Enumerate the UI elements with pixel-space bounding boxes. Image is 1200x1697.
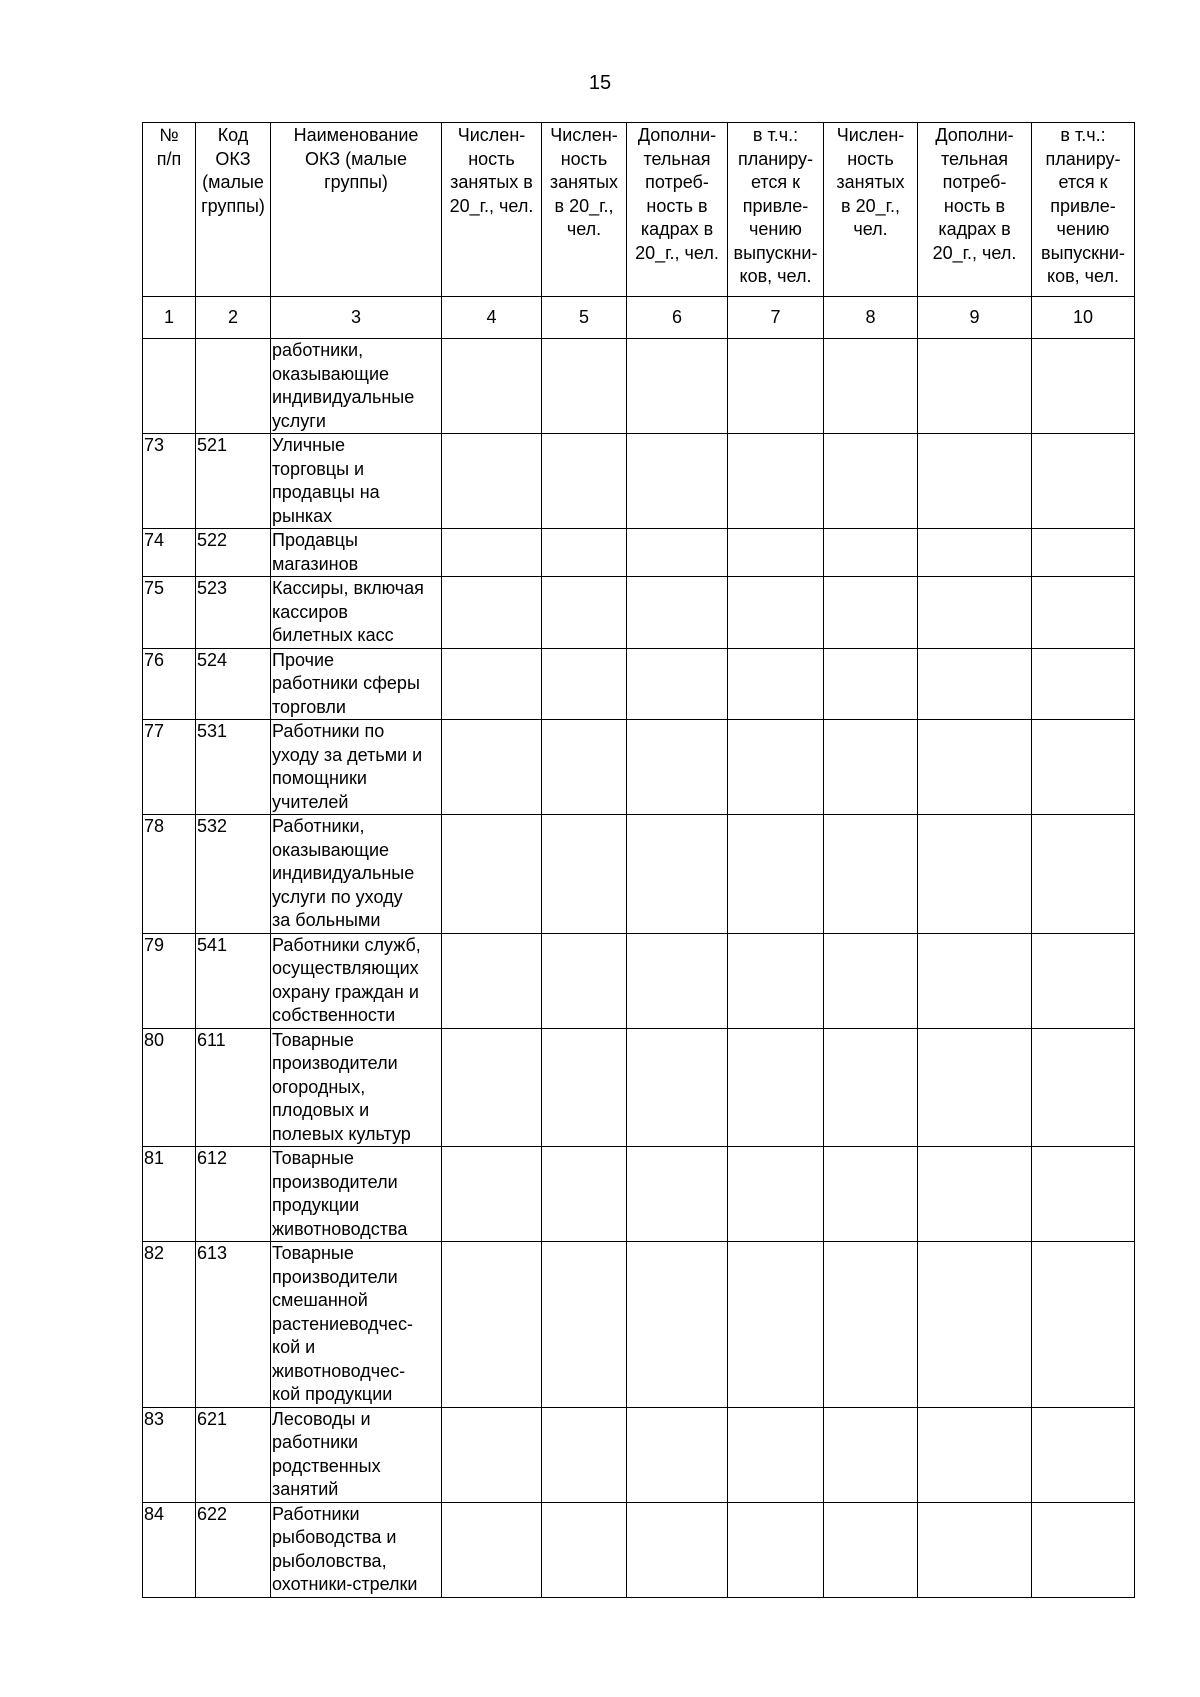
data-cell (627, 933, 728, 1028)
table-row (143, 720, 1135, 815)
column-number: 1 (143, 297, 196, 339)
column-number: 2 (196, 297, 271, 339)
row-number: 74 (143, 529, 196, 577)
header-row (143, 123, 1135, 297)
table-row (143, 1028, 1135, 1147)
data-cell (1032, 1028, 1135, 1147)
column-number: 4 (442, 297, 542, 339)
data-cell (542, 1502, 627, 1597)
data-cell (728, 434, 824, 529)
workforce-table (142, 122, 1135, 1598)
okz-name: Прочие работники сферы торговли (271, 648, 442, 720)
data-cell (918, 434, 1032, 529)
okz-name: Товарные производители смешанной растениеводчес- кой и животноводчес- кой продукции (271, 1242, 442, 1408)
data-cell (1032, 1242, 1135, 1408)
data-cell (442, 577, 542, 649)
data-cell (728, 1147, 824, 1242)
data-cell (918, 1028, 1032, 1147)
data-cell (918, 815, 1032, 934)
okz-code: 611 (196, 1028, 271, 1147)
data-cell (1032, 339, 1135, 434)
data-cell (824, 933, 918, 1028)
table-row (143, 933, 1135, 1028)
data-cell (627, 1147, 728, 1242)
header-cell: Числен- ность занятых в 20_г., чел. (542, 123, 627, 297)
data-cell (1032, 1407, 1135, 1502)
data-cell (1032, 815, 1135, 934)
data-cell (918, 529, 1032, 577)
data-cell (728, 339, 824, 434)
header-cell: Код ОКЗ (малые группы) (196, 123, 271, 297)
table-row (143, 434, 1135, 529)
okz-name: Работники, оказывающие индивидуальные услуги по уходу за больными (271, 815, 442, 934)
row-number: 76 (143, 648, 196, 720)
okz-code: 541 (196, 933, 271, 1028)
data-cell (728, 1242, 824, 1408)
data-cell (442, 720, 542, 815)
data-cell (542, 1147, 627, 1242)
column-number: 3 (271, 297, 442, 339)
data-cell (627, 1502, 728, 1597)
okz-name: Товарные производители огородных, плодовых и полевых культур (271, 1028, 442, 1147)
data-cell (918, 577, 1032, 649)
data-cell (442, 1242, 542, 1408)
table-row (143, 1147, 1135, 1242)
header-cell: Наименование ОКЗ (малые группы) (271, 123, 442, 297)
data-cell (1032, 529, 1135, 577)
header-cell: Дополни- тельная потреб- ность в кадрах в 20_г., чел. (627, 123, 728, 297)
column-number: 6 (627, 297, 728, 339)
data-cell (442, 339, 542, 434)
data-cell (824, 1242, 918, 1408)
data-cell (542, 434, 627, 529)
data-cell (1032, 648, 1135, 720)
table-row (143, 815, 1135, 934)
okz-name: Работники служб, осуществляющих охрану граждан и собственности (271, 933, 442, 1028)
data-cell (627, 1242, 728, 1408)
header-cell: в т.ч.: планиру- ется к привле- чению выпускни- ков, чел. (1032, 123, 1135, 297)
row-number: 73 (143, 434, 196, 529)
data-cell (1032, 1147, 1135, 1242)
data-cell (627, 815, 728, 934)
row-number: 77 (143, 720, 196, 815)
data-cell (728, 815, 824, 934)
row-number: 79 (143, 933, 196, 1028)
data-cell (728, 577, 824, 649)
row-number: 82 (143, 1242, 196, 1408)
data-cell (442, 1502, 542, 1597)
table-row (143, 529, 1135, 577)
okz-code: 524 (196, 648, 271, 720)
table-row (143, 648, 1135, 720)
data-cell (1032, 1502, 1135, 1597)
data-cell (918, 720, 1032, 815)
header-cell: Дополни- тельная потреб- ность в кадрах в 20_г., чел. (918, 123, 1032, 297)
okz-code: 522 (196, 529, 271, 577)
data-cell (728, 720, 824, 815)
data-cell (728, 648, 824, 720)
header-cell: Числен- ность занятых в 20_г., чел. (442, 123, 542, 297)
data-cell (1032, 720, 1135, 815)
data-cell (824, 648, 918, 720)
data-cell (918, 648, 1032, 720)
okz-name: Продавцы магазинов (271, 529, 442, 577)
data-cell (824, 1407, 918, 1502)
data-cell (728, 1028, 824, 1147)
row-number: 75 (143, 577, 196, 649)
table-row (143, 1502, 1135, 1597)
data-cell (442, 529, 542, 577)
data-cell (918, 1502, 1032, 1597)
data-cell (442, 933, 542, 1028)
data-cell (918, 339, 1032, 434)
data-cell (824, 339, 918, 434)
okz-name: Товарные производители продукции животноводства (271, 1147, 442, 1242)
data-cell (542, 577, 627, 649)
data-cell (542, 1028, 627, 1147)
column-number: 9 (918, 297, 1032, 339)
okz-code: 621 (196, 1407, 271, 1502)
okz-code: 613 (196, 1242, 271, 1408)
okz-code: 523 (196, 577, 271, 649)
data-cell (442, 815, 542, 934)
header-cell: в т.ч.: планиру- ется к привле- чению выпускни- ков, чел. (728, 123, 824, 297)
header-cell: № п/п (143, 123, 196, 297)
data-cell (918, 1147, 1032, 1242)
okz-name: Работники по уходу за детьми и помощники учителей (271, 720, 442, 815)
data-cell (824, 720, 918, 815)
table-row (143, 1407, 1135, 1502)
row-number: 83 (143, 1407, 196, 1502)
okz-name: Работники рыбоводства и рыболовства, охотники-стрелки (271, 1502, 442, 1597)
okz-code: 532 (196, 815, 271, 934)
row-number: 84 (143, 1502, 196, 1597)
data-cell (442, 1147, 542, 1242)
data-cell (542, 720, 627, 815)
data-cell (542, 648, 627, 720)
data-cell (824, 577, 918, 649)
data-cell (1032, 933, 1135, 1028)
data-cell (728, 933, 824, 1028)
header-cell: Числен- ность занятых в 20_г., чел. (824, 123, 918, 297)
data-cell (542, 339, 627, 434)
data-cell (442, 434, 542, 529)
okz-name: Лесоводы и работники родственных занятий (271, 1407, 442, 1502)
column-number: 10 (1032, 297, 1135, 339)
row-number (143, 339, 196, 434)
data-cell (627, 648, 728, 720)
okz-name: Уличные торговцы и продавцы на рынках (271, 434, 442, 529)
data-cell (627, 339, 728, 434)
data-cell (627, 577, 728, 649)
data-cell (442, 1028, 542, 1147)
data-cell (824, 1028, 918, 1147)
okz-code: 622 (196, 1502, 271, 1597)
page-number: 15 (588, 72, 612, 94)
data-cell (824, 1147, 918, 1242)
data-cell (627, 1407, 728, 1502)
column-number: 7 (728, 297, 824, 339)
row-number: 80 (143, 1028, 196, 1147)
data-cell (824, 434, 918, 529)
data-cell (918, 1407, 1032, 1502)
data-cell (542, 1407, 627, 1502)
data-cell (442, 1407, 542, 1502)
okz-name: работники, оказывающие индивидуальные услуги (271, 339, 442, 434)
column-number: 5 (542, 297, 627, 339)
data-cell (627, 529, 728, 577)
row-number: 81 (143, 1147, 196, 1242)
column-number-row (143, 297, 1135, 339)
table-row (143, 1242, 1135, 1408)
okz-name: Кассиры, включая кассиров билетных касс (271, 577, 442, 649)
data-cell (728, 1407, 824, 1502)
data-cell (728, 529, 824, 577)
data-cell (918, 933, 1032, 1028)
data-cell (728, 1502, 824, 1597)
data-cell (627, 720, 728, 815)
data-cell (627, 1028, 728, 1147)
data-cell (824, 529, 918, 577)
okz-code (196, 339, 271, 434)
data-cell (1032, 577, 1135, 649)
data-cell (824, 1502, 918, 1597)
table-row (143, 577, 1135, 649)
row-number: 78 (143, 815, 196, 934)
data-cell (542, 1242, 627, 1408)
okz-code: 612 (196, 1147, 271, 1242)
data-cell (442, 648, 542, 720)
column-number: 8 (824, 297, 918, 339)
data-cell (918, 1242, 1032, 1408)
data-cell (627, 434, 728, 529)
data-cell (542, 933, 627, 1028)
table-row (143, 339, 1135, 434)
data-cell (542, 815, 627, 934)
okz-code: 531 (196, 720, 271, 815)
okz-code: 521 (196, 434, 271, 529)
data-cell (1032, 434, 1135, 529)
data-cell (542, 529, 627, 577)
data-cell (824, 815, 918, 934)
